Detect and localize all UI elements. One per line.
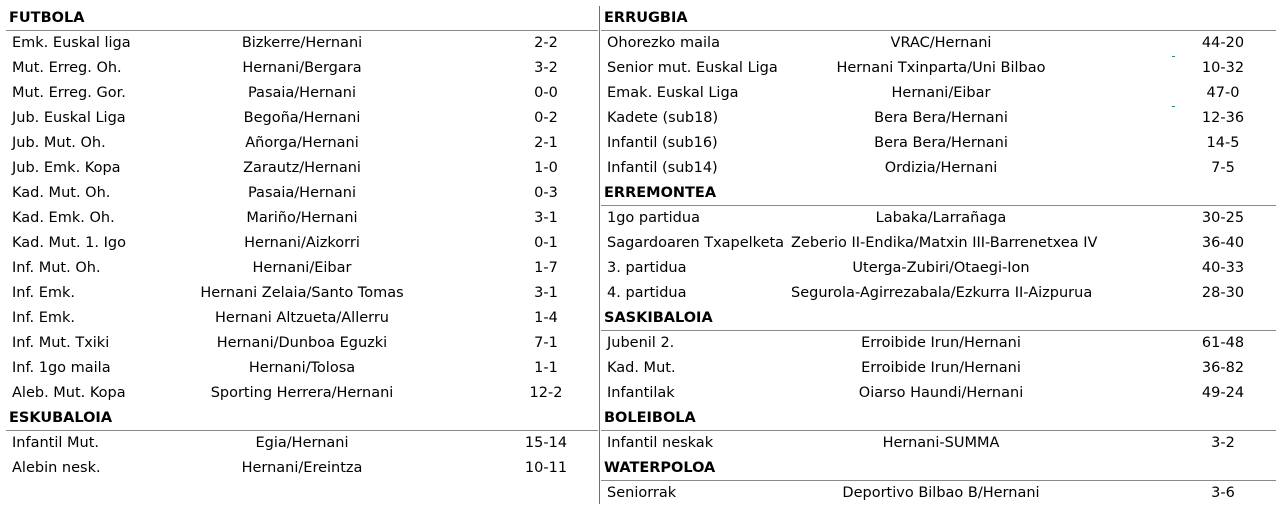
match-score: 10-11	[524, 460, 568, 476]
match-teams: Bizkerre/Hernani	[241, 35, 363, 51]
match-score: 10-32	[1201, 60, 1245, 76]
section-title: SASKIBALOIA	[601, 306, 1276, 331]
result-row	[6, 131, 598, 156]
section-eskubaloia	[6, 406, 598, 481]
category-label: Infantil (sub16)	[607, 135, 718, 151]
category-label: Kad. Emk. Oh.	[12, 210, 115, 226]
match-score: 0-1	[534, 235, 558, 251]
match-teams: Hernani Txinparta/Uni Bilbao	[836, 60, 1046, 76]
match-teams: Segurola-Agirrezabala/Ezkurra II-Aizpurua	[791, 285, 1093, 301]
result-row	[601, 156, 1276, 181]
match-teams: Oiarso Haundi/Hernani	[858, 385, 1024, 401]
result-row	[601, 356, 1276, 381]
match-teams: Hernani Altzueta/Allerru	[215, 310, 389, 326]
category-label: Emak. Euskal Liga	[607, 85, 739, 101]
match-score: 14-5	[1206, 135, 1240, 151]
match-score: 3-2	[1211, 435, 1235, 451]
category-label: Inf. 1go maila	[12, 360, 111, 376]
match-teams: Egia/Hernani	[255, 435, 349, 451]
category-label: Alebin nesk.	[12, 460, 101, 476]
category-label: 4. partidua	[607, 285, 687, 301]
match-teams: Ordizia/Hernani	[884, 160, 998, 176]
match-teams: Hernani/Bergara	[242, 60, 362, 76]
match-score: 1-0	[534, 160, 558, 176]
category-label: Jub. Euskal Liga	[12, 110, 126, 126]
result-row	[6, 156, 598, 181]
match-score: 2-1	[534, 135, 558, 151]
match-teams: VRAC/Hernani	[890, 35, 992, 51]
match-teams: Mariño/Hernani	[246, 210, 358, 226]
result-row	[6, 381, 598, 406]
result-row	[601, 206, 1276, 231]
match-teams: Begoña/Hernani	[243, 110, 361, 126]
section-saskibaloia	[601, 306, 1276, 406]
match-teams: Hernani/Eibar	[252, 260, 352, 276]
category-label: Jub. Mut. Oh.	[12, 135, 106, 151]
category-label: Inf. Emk.	[12, 285, 76, 301]
category-label: Inf. Mut. Oh.	[12, 260, 101, 276]
category-label: Kad. Mut. Oh.	[12, 185, 111, 201]
result-row	[601, 56, 1276, 81]
result-row	[601, 431, 1276, 456]
section-title: ERREMONTEA	[601, 181, 1276, 206]
match-teams: Sporting Herrera/Hernani	[210, 385, 394, 401]
match-teams: Deportivo Bilbao B/Hernani	[842, 485, 1040, 501]
match-score: 15-14	[524, 435, 568, 451]
section-title: BOLEIBOLA	[601, 406, 1276, 431]
result-row	[6, 281, 598, 306]
category-label: Sagardoaren Txapelketa	[607, 235, 785, 251]
match-score: 3-6	[1211, 485, 1235, 501]
result-row	[601, 381, 1276, 406]
match-score: 12-2	[529, 385, 563, 401]
match-teams: Zeberio II-Endika/Matxin III-Barrenetxea IV	[791, 235, 1098, 251]
match-score: 61-48	[1201, 335, 1245, 351]
result-row	[601, 31, 1276, 56]
match-teams: Bera Bera/Hernani	[874, 135, 1008, 151]
match-score: 28-30	[1201, 285, 1245, 301]
section-errugbia	[601, 6, 1276, 181]
match-score: 1-7	[534, 260, 558, 276]
section-title: ESKUBALOIA	[6, 406, 598, 431]
column-divider	[599, 6, 600, 504]
section-title: WATERPOLOA	[601, 456, 1276, 481]
match-score: 36-40	[1201, 235, 1245, 251]
result-row	[601, 131, 1276, 156]
match-score: 2-2	[534, 35, 558, 51]
result-row	[6, 106, 598, 131]
match-teams: Hernani/Aizkorri	[244, 235, 360, 251]
result-row	[6, 231, 598, 256]
result-row	[6, 206, 598, 231]
result-row	[601, 331, 1276, 356]
right-column	[601, 6, 1276, 506]
match-teams: Erroibide Irun/Hernani	[861, 335, 1021, 351]
category-label: Inf. Emk.	[12, 310, 76, 326]
match-teams: Labaka/Larrañaga	[875, 210, 1007, 226]
category-label: Infantil neskak	[607, 435, 714, 451]
category-label: Jubenil 2.	[607, 335, 675, 351]
category-label: Mut. Erreg. Oh.	[12, 60, 122, 76]
match-score: 3-2	[534, 60, 558, 76]
match-score: 12-36	[1201, 110, 1245, 126]
result-row	[6, 306, 598, 331]
result-row	[601, 256, 1276, 281]
match-score: 0-0	[534, 85, 558, 101]
match-score: 49-24	[1201, 385, 1245, 401]
mark-dot	[1172, 106, 1175, 107]
category-label: 3. partidua	[607, 260, 687, 276]
category-label: Kad. Mut.	[607, 360, 676, 376]
category-label: Senior mut. Euskal Liga	[607, 60, 778, 76]
mark-dot	[1172, 56, 1175, 57]
match-teams: Hernani Zelaia/Santo Tomas	[200, 285, 404, 301]
section-waterpoloa	[601, 456, 1276, 506]
result-row	[601, 81, 1276, 106]
category-label: Ohorezko maila	[607, 35, 720, 51]
match-teams: Hernani/Tolosa	[248, 360, 356, 376]
category-label: Inf. Mut. Txiki	[12, 335, 110, 351]
match-teams: Zarautz/Hernani	[243, 160, 361, 176]
match-teams: Añorga/Hernani	[245, 135, 359, 151]
result-row	[601, 231, 1276, 256]
section-erremontea	[601, 181, 1276, 306]
match-teams: Erroibide Irun/Hernani	[861, 360, 1021, 376]
match-score: 30-25	[1201, 210, 1245, 226]
match-teams: Hernani/Eibar	[891, 85, 991, 101]
category-label: Jub. Emk. Kopa	[12, 160, 121, 176]
result-row	[6, 181, 598, 206]
match-teams: Hernani-SUMMA	[882, 435, 1000, 451]
result-row	[6, 356, 598, 381]
match-score: 1-4	[534, 310, 558, 326]
match-score: 0-2	[534, 110, 558, 126]
category-label: Infantil (sub14)	[607, 160, 718, 176]
result-row	[601, 481, 1276, 506]
match-score: 7-5	[1211, 160, 1235, 176]
match-teams: Uterga-Zubiri/Otaegi-Ion	[852, 260, 1030, 276]
match-score: 44-20	[1201, 35, 1245, 51]
match-score: 1-1	[534, 360, 558, 376]
category-label: Seniorrak	[607, 485, 677, 501]
section-title: ERRUGBIA	[601, 6, 1276, 31]
result-row	[6, 81, 598, 106]
match-score: 40-33	[1201, 260, 1245, 276]
result-row	[6, 31, 598, 56]
match-score: 0-3	[534, 185, 558, 201]
match-teams: Pasaia/Hernani	[247, 85, 357, 101]
section-futbola	[6, 6, 598, 406]
match-score: 3-1	[534, 285, 558, 301]
match-score: 3-1	[534, 210, 558, 226]
section-boleibola	[601, 406, 1276, 456]
category-label: 1go partidua	[607, 210, 700, 226]
match-score: 36-82	[1201, 360, 1245, 376]
match-teams: Hernani/Ereintza	[241, 460, 363, 476]
match-teams: Pasaia/Hernani	[247, 185, 357, 201]
category-label: Emk. Euskal liga	[12, 35, 131, 51]
result-row	[6, 331, 598, 356]
result-row	[6, 431, 598, 456]
match-score: 7-1	[534, 335, 558, 351]
result-row	[6, 456, 598, 481]
match-teams: Hernani/Dunboa Eguzki	[216, 335, 388, 351]
result-row	[6, 56, 598, 81]
section-title: FUTBOLA	[6, 6, 598, 31]
category-label: Kadete (sub18)	[607, 110, 719, 126]
left-column	[6, 6, 598, 481]
category-label: Mut. Erreg. Gor.	[12, 85, 126, 101]
result-row	[601, 281, 1276, 306]
category-label: Kad. Mut. 1. Igo	[12, 235, 126, 251]
result-row	[601, 106, 1276, 131]
match-teams: Bera Bera/Hernani	[874, 110, 1008, 126]
result-row	[6, 256, 598, 281]
category-label: Infantil Mut.	[12, 435, 99, 451]
match-score: 47-0	[1206, 85, 1240, 101]
category-label: Infantilak	[607, 385, 675, 401]
category-label: Aleb. Mut. Kopa	[12, 385, 126, 401]
